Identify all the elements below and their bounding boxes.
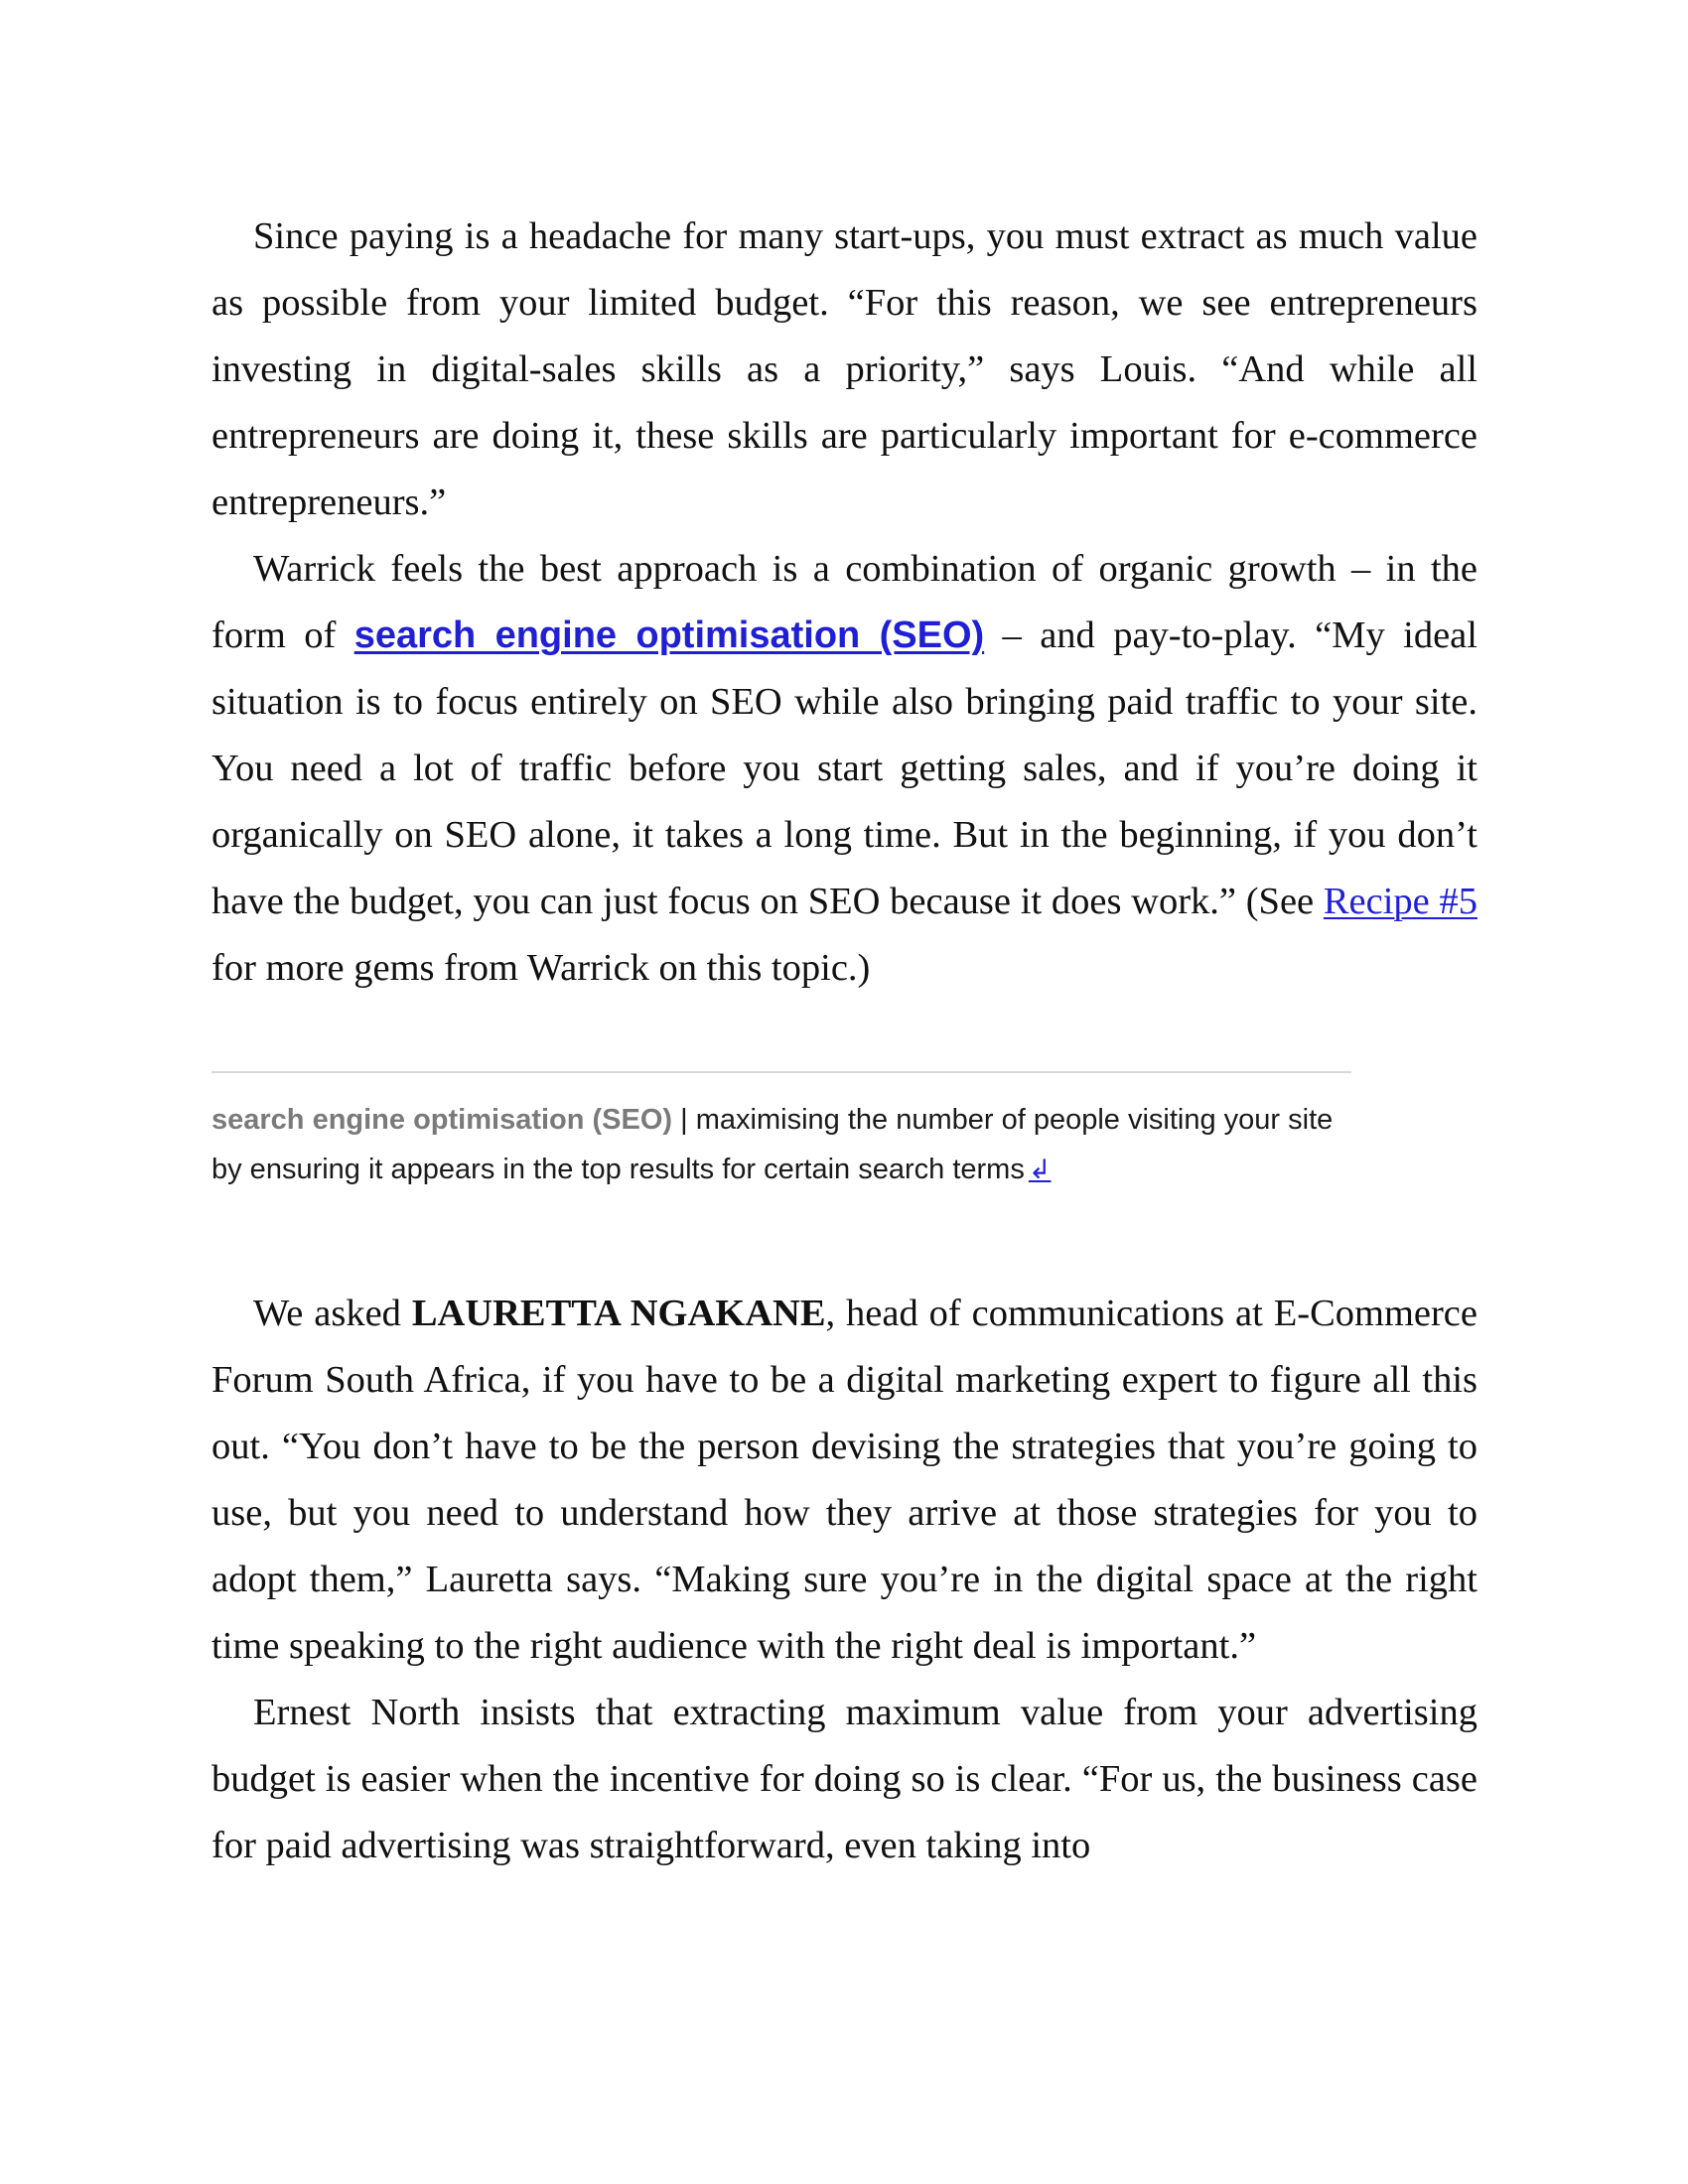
paragraph-text: , head of communications at E-Commerce Forum South Africa, if you have to be a digital marketing expert to figure all this out. “You don’t have to be the person devising the strategies that you’re going to use, but you need to understand how they arrive at those strategies for you to adopt them,” Lauretta says. “Making sure you’re in the digital space at the right time speaking to the right audience with the right deal is important.”	[211, 1293, 1477, 1667]
seo-glossary-link[interactable]: search engine optimisation (SEO)	[353, 614, 985, 656]
glossary-term: search engine optimisation (SEO)	[211, 1104, 673, 1136]
document-page	[211, 204, 1477, 1879]
body-section-two	[211, 1281, 1477, 1879]
body-paragraph-warrick	[211, 536, 1477, 1002]
glossary-separator: |	[672, 1104, 696, 1136]
paragraph-text: We asked	[253, 1293, 412, 1334]
person-name: LAURETTA NGAKANE	[411, 1293, 826, 1334]
glossary-divider	[211, 1071, 1351, 1073]
body-paragraph-louis: Since paying is a headache for many start-ups, you must extract as much value as possible from your limited budget. “For this reason, we see entrepreneurs investing in digital-sales skills as a priority,” says Louis. “And while all entrepreneurs are doing it, these skills are particularly important for e-commerce entrepreneurs.”	[211, 215, 1477, 523]
return-arrow-icon[interactable]: ↲	[1028, 1155, 1052, 1184]
paragraph-text: for more gems from Warrick on this topic.)	[211, 947, 871, 989]
body-paragraph-lauretta	[211, 1281, 1477, 1680]
recipe-5-link[interactable]: Recipe #5	[1323, 881, 1477, 922]
paragraph-text: Warrick feels the best approach is a combination of organic growth – in the form of	[211, 548, 1477, 656]
body-paragraph-ernest: Ernest North insists that extracting maximum value from your advertising budget is easier when the incentive for doing so is clear. “For us, the business case for paid advertising was straightforward, even taking into	[211, 1692, 1477, 1866]
glossary-definition: maximising the number of people visiting your site by ensuring it appears in the top results for certain search terms	[211, 1104, 1334, 1185]
paragraph-text: – and pay-to-play. “My ideal situation is to focus entirely on SEO while also bringing paid traffic to your site. You need a lot of traffic before you start getting sales, and if you’re doing it organically on SEO alone, it takes a long time. But in the beginning, if you don’t have the budget, you can just focus on SEO because it does work.” (See	[211, 614, 1477, 922]
glossary-note	[211, 1095, 1353, 1194]
